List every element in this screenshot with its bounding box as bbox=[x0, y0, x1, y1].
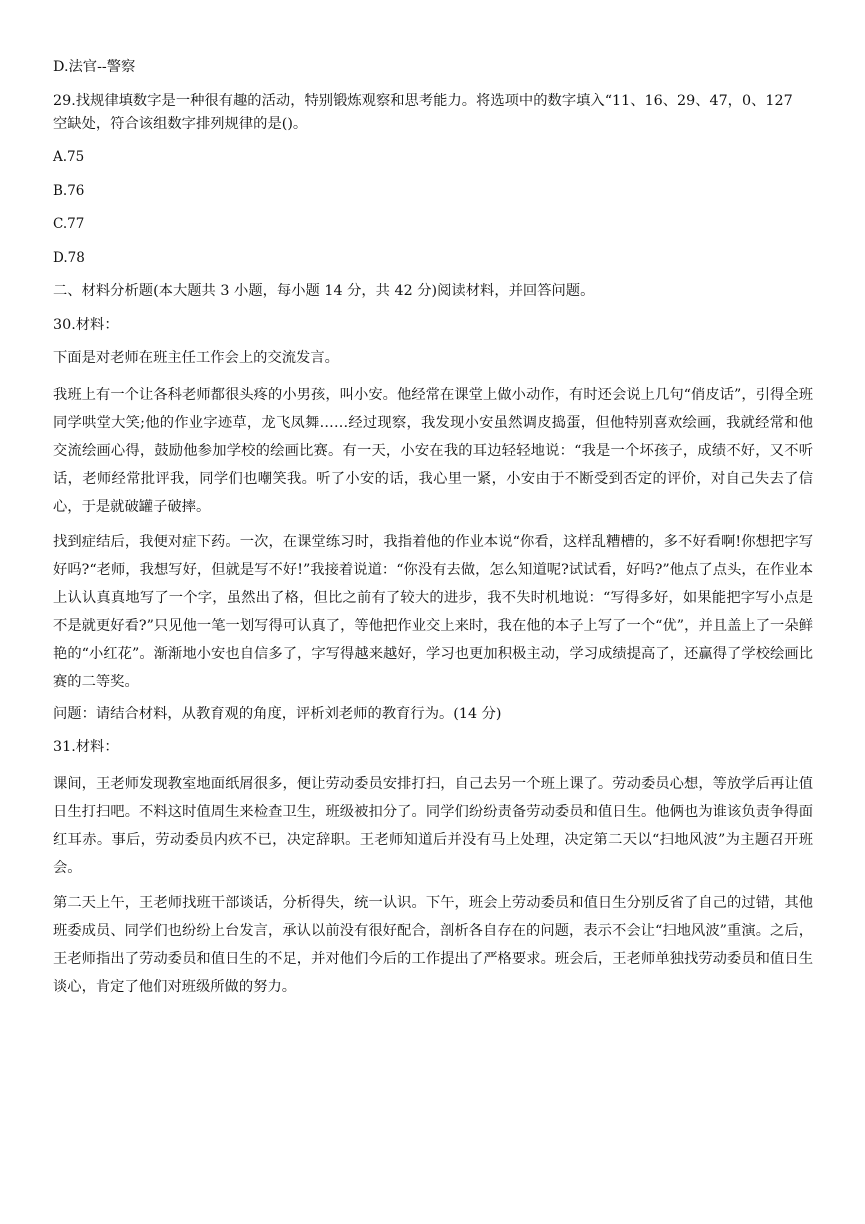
exam-page bbox=[53, 56, 813, 1008]
q29-option-d: D.78 bbox=[53, 249, 85, 266]
q28-option-d: D.法官--警察 bbox=[53, 59, 136, 75]
q29-option-c: C.77 bbox=[53, 216, 85, 232]
q30-paragraph-1: 我班上有一个让各科老师都很头疼的小男孩，叫小安。他经常在课堂上做小动作，有时还会说上几句“俏皮话”，引得全班同学哄堂大笑;他的作业字迹草，龙飞凤舞……经过现察，我发现小安虽然调皮捣蛋，但他特别喜欢绘画，我就经常和他交流绘画心得，鼓励他参加学校的绘画比赛。有一天，小安在我的耳边轻轻地说：“我是一个坏孩子，成绩不好，又不听话，老师经常批评我，同学们也嘲笑我。听了小安的话，我心里一紧，小安由于不断受到否定的评价，对自己失去了信心，于是就破罐子破摔。 bbox=[53, 386, 813, 515]
q30-label: 30.材料： bbox=[53, 316, 119, 333]
q29-stem-line1: 29.找规律填数字是一种很有趣的活动，特别锻炼观察和思考能力。将选项中的数字填入“11、16、29、47，0、127 bbox=[53, 92, 793, 109]
q31-paragraph-2: 第二天上午，王老师找班干部谈话，分析得失，统一认识。下午，班会上劳动委员和值日生分别反省了自己的过错，其他班委成员、同学们也纷纷上台发言，承认以前没有很好配合，剖析各自存在的问题，表示不会让“扫地风波”重演。之后，王老师指出了劳动委员和值日生的不足，并对他们今后的工作提出了严格要求。班会后，王老师单独找劳动委员和值日生谈心，肯定了他们对班级所做的努力。 bbox=[53, 894, 813, 995]
section2-heading: 二、材料分析题(本大题共 3 小题，每小题 14 分，共 42 分)阅读材料，并回答问题。 bbox=[53, 283, 595, 299]
q29-stem-line2: 空缺处，符合该组数字排列规律的是()。 bbox=[53, 115, 308, 132]
q30-question: 问题：请结合材料，从教育观的角度，评析刘老师的教育行为。(14 分) bbox=[53, 705, 502, 722]
q31-paragraph-1: 课间，王老师发现教室地面纸屑很多，便让劳动委员安排打扫，自己去另一个班上课了。劳动委员心想，等放学后再让值日生打扫吧。不料这时值周生来检查卫生，班级被扣分了。同学们纷纷责备劳动委员和值日生。他俩也为谁该负责争得面红耳赤。事后，劳动委员内疚不已，决定辞职。王老师知道后并没有马上处理，决定第二天以“扫地风波”为主题召开班会。 bbox=[53, 775, 813, 876]
q30-paragraph-2: 找到症结后，我便对症下药。一次，在课堂练习时，我指着他的作业本说“你看，这样乱糟槽的，多不好看啊!你想把字写好吗?“老师，我想写好，但就是写不好!”我接着说道：“你没有去做，怎么知道呢?试试看，好吗?”他点了点头，在作业本上认认真真地写了一个字，虽然出了格，但比之前有了较大的进步，我不失时机地说：“写得多好，如果能把字写小点是不是就更好看?”只见他一笔一划写得可认真了，等他把作业交上来时，我在他的本子上写了一个“优”，并且盖上了一朵鲜艳的“小红花”。渐渐地小安也自信多了，字写得越来越好，学习也更加积极主动，学习成绩提高了，还赢得了学校绘画比赛的二等奖。 bbox=[53, 533, 813, 690]
q31-label: 31.材料： bbox=[53, 739, 119, 755]
q29-option-a: A.75 bbox=[53, 149, 85, 165]
q29-option-b: B.76 bbox=[53, 182, 85, 199]
q30-intro: 下面是对老师在班主任工作会上的交流发言。 bbox=[53, 350, 339, 366]
